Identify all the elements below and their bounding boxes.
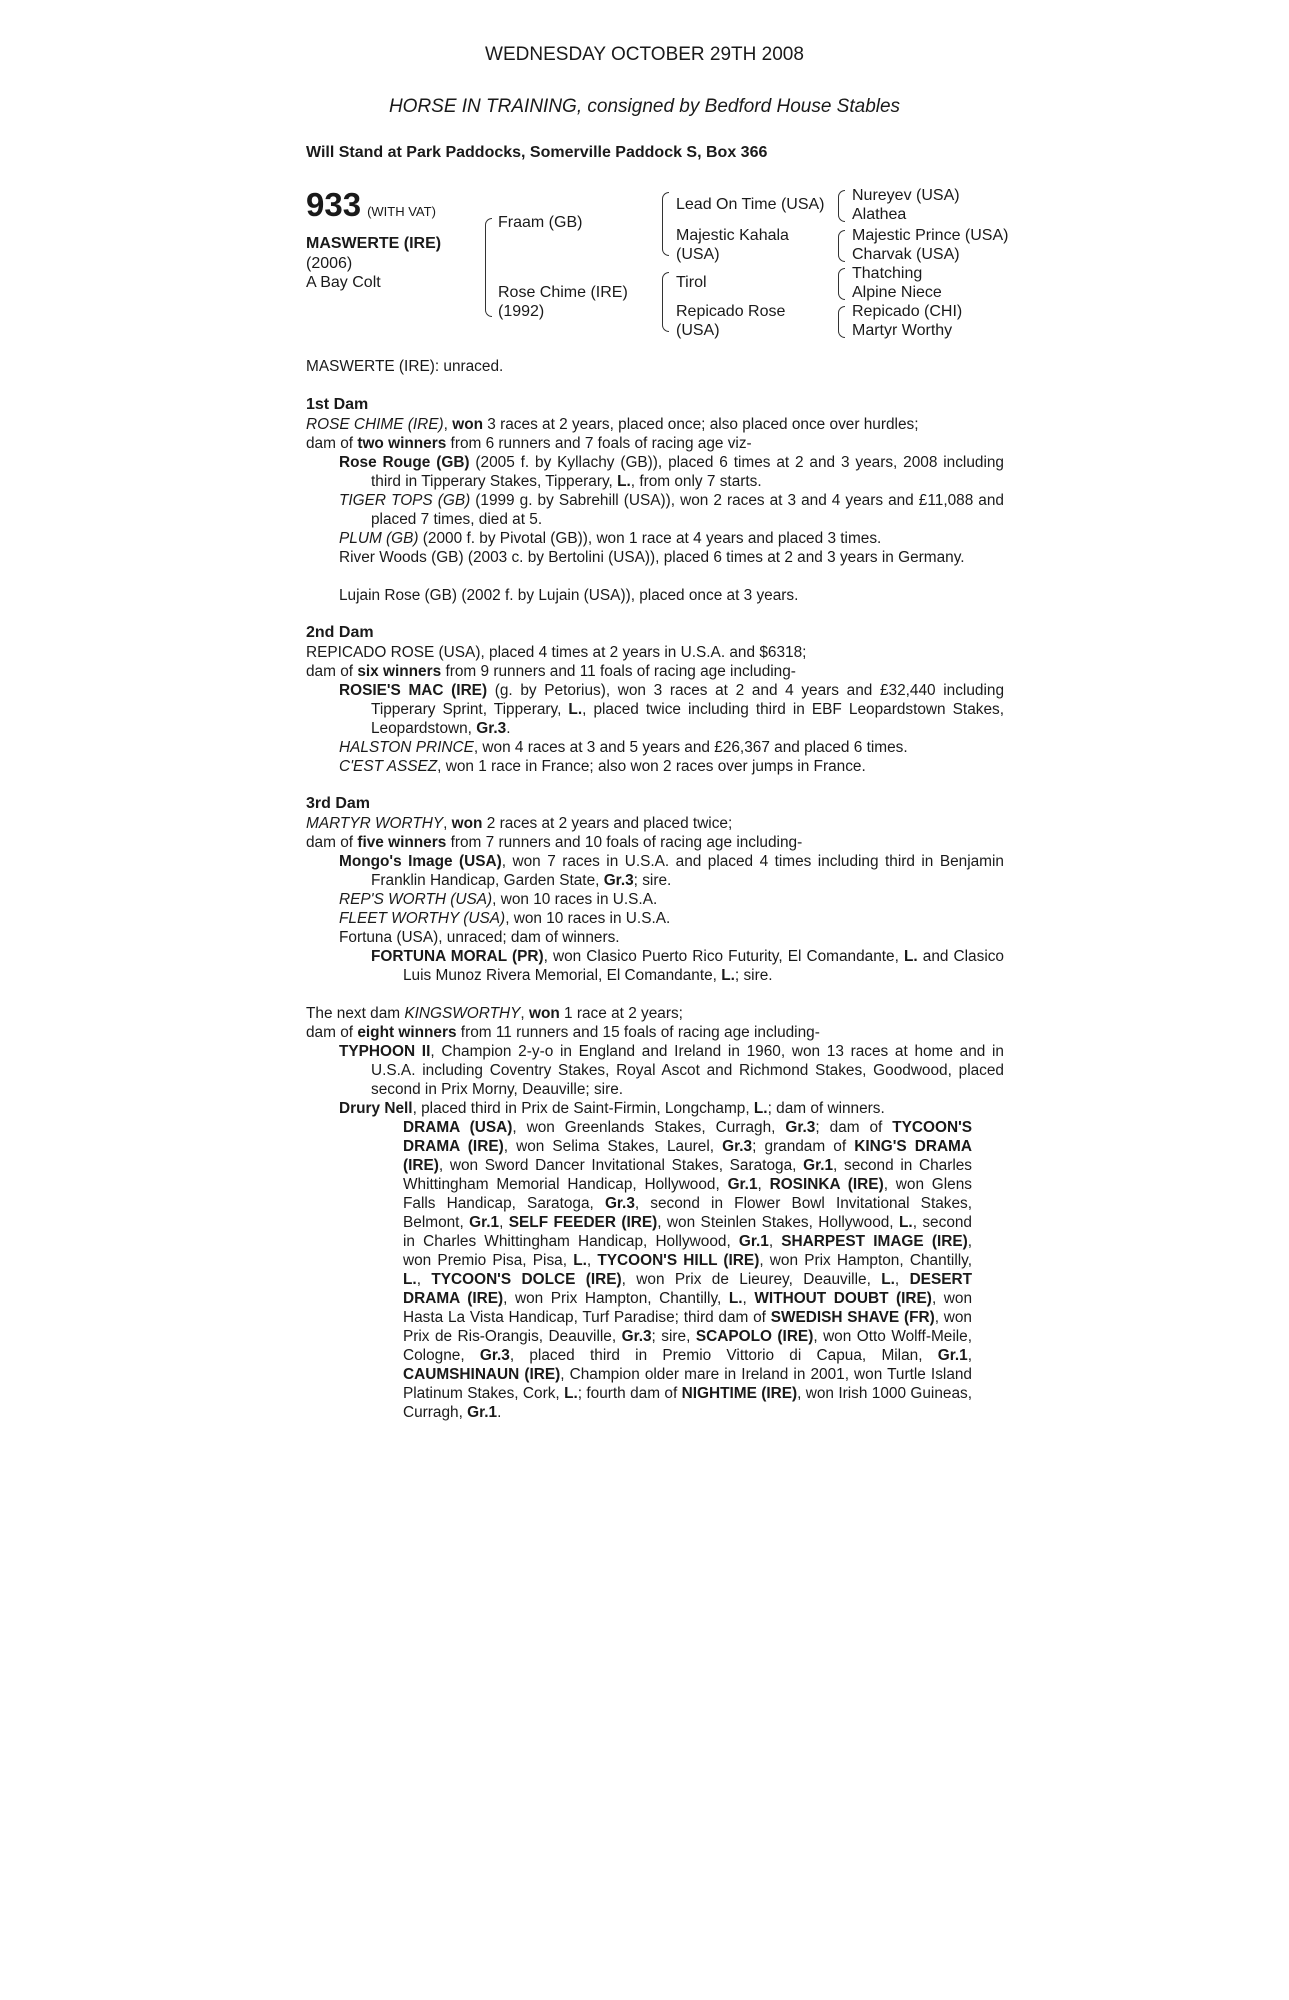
list-item: FLEET WORTHY (USA), won 10 races in U.S.A. (339, 910, 671, 927)
drama-text-run: SHARPEST IMAGE (IRE) (781, 1233, 968, 1250)
drama-text-run: L. (403, 1271, 417, 1288)
drama-text-run: Gr.1 (727, 1176, 758, 1193)
stand-location: Will Stand at Park Paddocks, Somerville Paddock S, Box 366 (306, 144, 768, 161)
list-item: REP'S WORTH (USA), won 10 races in U.S.A. (339, 891, 658, 908)
drama-text-run: , (742, 1290, 755, 1307)
drama-text-run: DRAMA (USA) (403, 1119, 513, 1136)
lot-number: 933 (306, 186, 362, 223)
drama-text-run: KING'S DRAMA (IRE) (403, 1138, 972, 1174)
third-dam-heading: 3rd Dam (306, 795, 371, 812)
pedigree-sire-dam: Majestic Kahala (676, 227, 789, 244)
drama-text-run: , placed third in Premio Vittorio di Capua, Milan, (509, 1347, 938, 1364)
drama-text-run: Gr.1 (803, 1157, 834, 1174)
list-item: TIGER TOPS (GB) (1999 g. by Sabrehill (USA)), won 2 races at 3 and 4 years and £11,088 and placed 7 times, died at 5. (339, 492, 1004, 528)
sale-date: WEDNESDAY OCTOBER 29TH 2008 (485, 44, 804, 65)
list-item: FORTUNA MORAL (PR), won Clasico Puerto Rico Futurity, El Comandante, L. and Clasico Luis Munoz Rivera Memorial, El Comandante, L.; sire. (371, 948, 1004, 984)
drama-text-run: . (497, 1404, 502, 1421)
pedigree-sds: Majestic Prince (USA) (852, 227, 1009, 244)
drama-text-run: , (586, 1252, 598, 1269)
first-dam-heading: 1st Dam (306, 396, 369, 413)
pedigree-dam-sire: Tirol (676, 274, 707, 291)
drama-text-run: Gr.1 (467, 1404, 498, 1421)
drama-text-run: , won Greenlands Stakes, Curragh, (512, 1119, 786, 1136)
drama-text-run: , second in Flower Bowl Invitational Stakes, Belmont, (403, 1195, 972, 1231)
drama-text-run: L. (899, 1214, 913, 1231)
pedigree-ddd: Martyr Worthy (852, 322, 953, 339)
drama-text-run: , won Prix Hampton, Chantilly, (503, 1290, 729, 1307)
drama-text-run: ; sire, (651, 1328, 696, 1345)
drama-text-run: WITHOUT DOUBT (IRE) (754, 1290, 932, 1307)
list-item: Fortuna (USA), unraced; dam of winners. (339, 929, 620, 946)
drama-text-run: , (894, 1271, 910, 1288)
pedigree-table (0, 0, 1289, 340)
consignment-line: HORSE IN TRAINING, consigned by Bedford House Stables (388, 96, 901, 117)
pedigree-dds: Repicado (CHI) (852, 303, 963, 320)
list-item: Rose Rouge (GB) (2005 f. by Kyllachy (GB)), placed 6 times at 2 and 3 years, 2008 including third in Tipperary Stakes, Tipperary, L., from only 7 starts. (339, 454, 1004, 490)
drama-text-run: , won Glens Falls Handicap, Saratoga, (403, 1176, 972, 1212)
pedigree-dam: Rose Chime (IRE) (498, 284, 628, 301)
pedigree-sire: Fraam (GB) (498, 214, 583, 231)
pedigree-brace (838, 190, 845, 222)
drama-text-run: , won Irish 1000 Guineas, Curragh, (403, 1385, 972, 1421)
drama-text-run: ; grandam of (752, 1138, 855, 1155)
pedigree-brace (838, 306, 845, 338)
list-item: PLUM (GB) (2000 f. by Pivotal (GB)), won 1 race at 4 years and placed 3 times. (339, 530, 882, 547)
drama-text-run: L. (881, 1271, 895, 1288)
pedigree-sdd: Charvak (USA) (852, 246, 960, 263)
second-dam-summary: REPICADO ROSE (USA), placed 4 times at 2 years in U.S.A. and $6318; dam of six winners from 9 runners and 11 foals of racing age including- (306, 644, 807, 680)
drama-text-run: TYCOON'S DOLCE (IRE) (431, 1271, 622, 1288)
drama-text-run: ROSINKA (IRE) (769, 1176, 884, 1193)
list-item: ROSIE'S MAC (IRE) (g. by Petorius), won 3 races at 2 and 4 years and £32,440 including Tipperary Sprint, Tipperary, L., placed twice including third in EBF Leopardstown Stakes, Leopardstown, Gr.3. (339, 682, 1005, 737)
vat-label: (WITH VAT) (367, 204, 436, 219)
drama-text-run: , won Otto Wolff-Meile, Cologne, (403, 1328, 972, 1364)
drama-text-run: , won Premio Pisa, Pisa, (403, 1233, 973, 1269)
drama-text-run: , (416, 1271, 432, 1288)
horse-year: (2006) (306, 255, 353, 272)
drama-text-run: , second in Charles Whittingham Handicap, Hollywood, (403, 1214, 972, 1250)
drama-text-run: , won Prix de Ris-Orangis, Deauville, (403, 1309, 972, 1345)
drama-paragraph (403, 1118, 972, 1422)
pedigree-brace (838, 230, 845, 262)
drama-text-run: , Champion older mare in Ireland in 2001, won Turtle Island Platinum Stakes, Cork, (403, 1366, 972, 1402)
pedigree-brace (662, 272, 669, 332)
list-item: HALSTON PRINCE, won 4 races at 3 and 5 years and £26,367 and placed 6 times. (339, 739, 908, 756)
drama-text-run: ; dam of (815, 1119, 893, 1136)
list-item: Drury Nell, placed third in Prix de Saint-Firmin, Longchamp, L.; dam of winners. (339, 1100, 885, 1117)
drama-text-run: , (768, 1233, 782, 1250)
drama-text-run: NIGHTIME (IRE) (681, 1385, 798, 1402)
drama-text-run: L. (573, 1252, 587, 1269)
list-item: Lujain Rose (GB) (2002 f. by Lujain (USA)), placed once at 3 years. (339, 587, 799, 604)
drama-text-run: , won Prix Hampton, Chantilly, (759, 1252, 972, 1269)
second-dam-heading: 2nd Dam (306, 624, 374, 641)
race-record: MASWERTE (IRE): unraced. (306, 358, 504, 375)
list-item: Mongo's Image (USA), won 7 races in U.S.A. and placed 4 times including third in Benjamin Franklin Handicap, Garden State, Gr.3; sire. (339, 853, 1004, 889)
drama-text-run: Gr.3 (479, 1347, 510, 1364)
drama-text-run: , won Hasta La Vista Handicap, Turf Paradise; third dam of (403, 1290, 973, 1326)
drama-text-run: Gr.3 (722, 1138, 753, 1155)
pedigree-brace (662, 192, 669, 256)
drama-text-run: SELF FEEDER (IRE) (508, 1214, 658, 1231)
drama-text-run: SWEDISH SHAVE (FR) (770, 1309, 935, 1326)
drama-text-run: CAUMSHINAUN (IRE) (403, 1366, 561, 1383)
horse-description: A Bay Colt (306, 274, 381, 291)
drama-text-run: Gr.3 (604, 1195, 635, 1212)
list-item: C'EST ASSEZ, won 1 race in France; also won 2 races over jumps in France. (339, 758, 866, 775)
drama-text-run: Gr.1 (937, 1347, 968, 1364)
drama-text-run: L. (728, 1290, 743, 1307)
drama-text-run: Gr.3 (621, 1328, 652, 1345)
drama-text-run: Gr.3 (785, 1119, 816, 1136)
horse-name: MASWERTE (IRE) (306, 235, 442, 252)
pedigree-sss: Nureyev (USA) (852, 187, 960, 204)
drama-text-run: , (757, 1176, 770, 1193)
drama-text-run: , won Sword Dancer Invitational Stakes, Saratoga, (438, 1157, 804, 1174)
pedigree-sire-sire: Lead On Time (USA) (676, 196, 825, 213)
drama-text-run: TYCOON'S DRAMA (IRE) (403, 1119, 972, 1155)
pedigree-dsd: Alpine Niece (852, 284, 942, 301)
drama-text-run: Gr.1 (738, 1233, 769, 1250)
drama-text-run: , won Selima Stakes, Laurel, (503, 1138, 723, 1155)
drama-text-run: DESERT DRAMA (IRE) (403, 1271, 972, 1307)
pedigree-brace (485, 218, 492, 317)
pedigree-dam-dam-country: (USA) (676, 322, 720, 339)
drama-text-run: Gr.1 (469, 1214, 500, 1231)
drama-text-run: , won Prix de Lieurey, Deauville, (621, 1271, 882, 1288)
drama-text-run: L. (564, 1385, 578, 1402)
third-dam-summary: MARTYR WORTHY, won 2 races at 2 years and placed twice; dam of five winners from 7 runners and 10 foals of racing age including- (306, 815, 803, 851)
drama-text-run: , second in Charles Whittingham Memorial Handicap, Hollywood, (403, 1157, 973, 1193)
drama-text-run: SCAPOLO (IRE) (695, 1328, 814, 1345)
drama-text-run: ; fourth dam of (577, 1385, 682, 1402)
pedigree-dss: Thatching (852, 265, 923, 282)
list-item: River Woods (GB) (2003 c. by Bertolini (USA)), placed 6 times at 2 and 3 years in Germany. (339, 549, 965, 566)
pedigree-dam-year: (1992) (498, 303, 545, 320)
drama-text-run: , (967, 1347, 972, 1364)
pedigree-dam-dam: Repicado Rose (676, 303, 786, 320)
next-dam-summary: The next dam KINGSWORTHY, won 1 race at 2 years; dam of eight winners from 11 runners and 15 foals of racing age including- (306, 1005, 820, 1041)
drama-text-run: , won Steinlen Stakes, Hollywood, (657, 1214, 899, 1231)
pedigree-brace (838, 268, 845, 300)
pedigree-sire-dam-country: (USA) (676, 246, 720, 263)
drama-text-run: , (499, 1214, 509, 1231)
drama-text-run: TYCOON'S HILL (IRE) (597, 1252, 760, 1269)
first-dam-summary: ROSE CHIME (IRE), won 3 races at 2 years, placed once; also placed once over hurdles; dam of two winners from 6 runners and 7 foals of racing age viz- (306, 416, 919, 452)
pedigree-ssd: Alathea (852, 206, 907, 223)
list-item: TYPHOON II, Champion 2-y-o in England and Ireland in 1960, won 13 races at home and in U.S.A. including Coventry Stakes, Royal Ascot and Richmond Stakes, Goodwood, placed second in Prix Morny, Deauville; sire. (339, 1043, 1004, 1098)
